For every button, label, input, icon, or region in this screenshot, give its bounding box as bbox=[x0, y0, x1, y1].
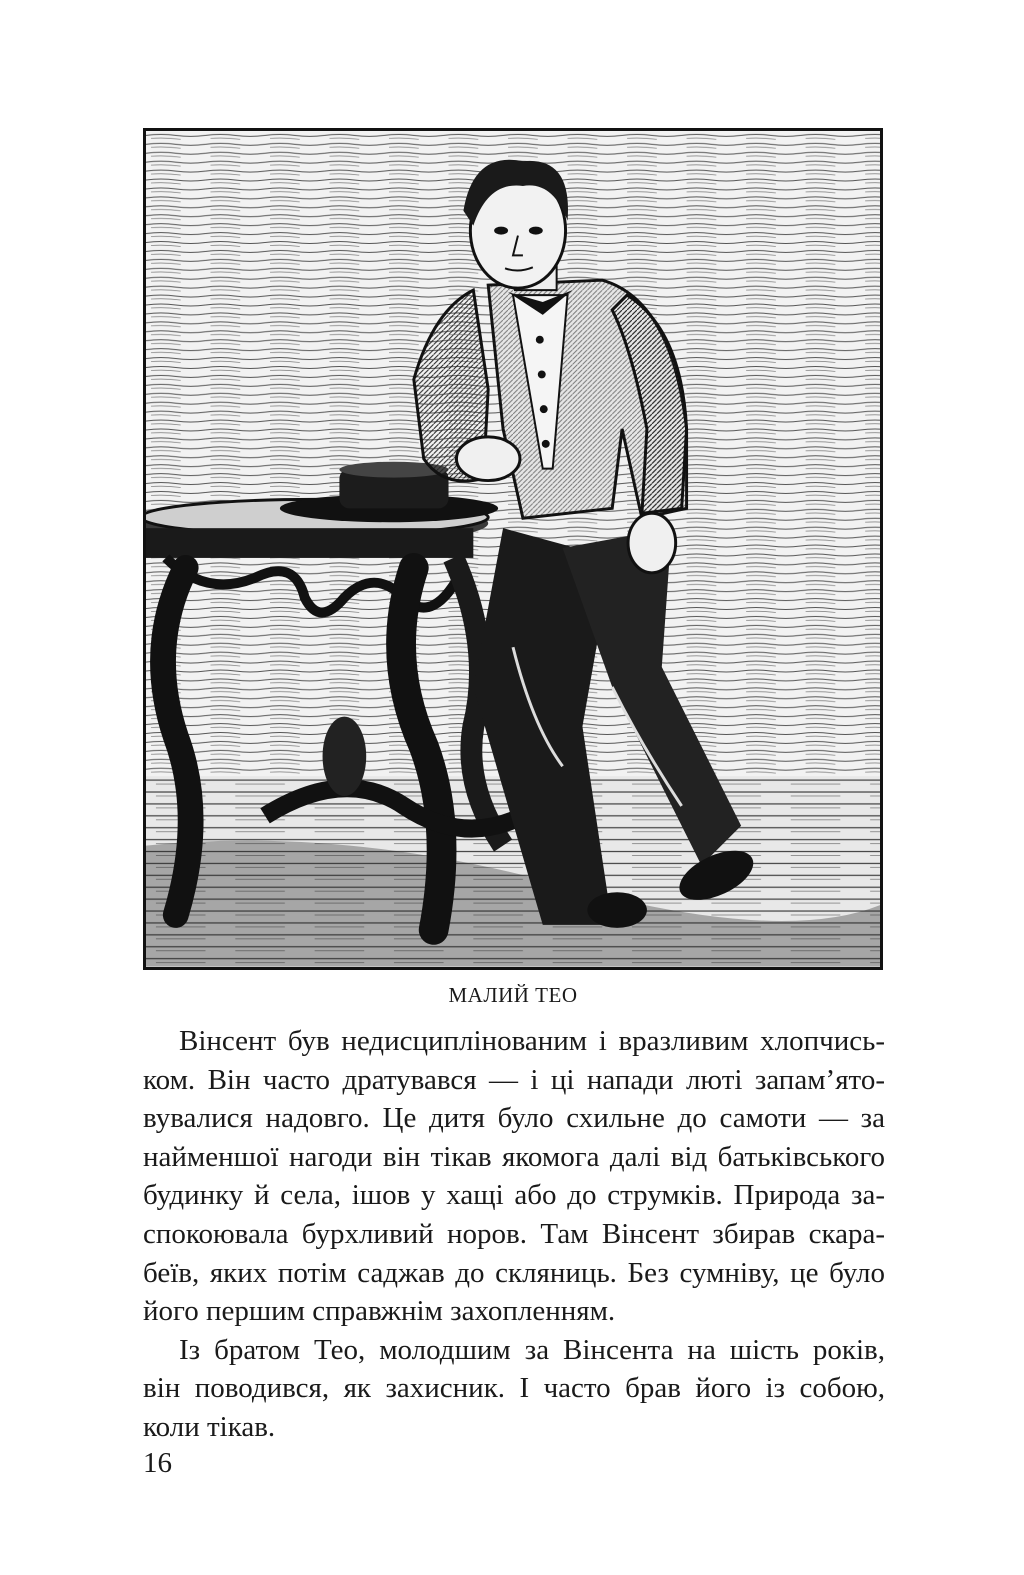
page-number: 16 bbox=[143, 1447, 172, 1479]
text-line: його першим справжнім захопленням. bbox=[143, 1295, 616, 1328]
text-line: найменшої нагоди він тікав якомога далі від батьківського bbox=[143, 1140, 885, 1173]
text-line: Вінсент був недисциплінованим і вразливим хлопчись- bbox=[179, 1025, 885, 1057]
illustration-little-theo bbox=[143, 128, 883, 970]
text-line: будинку й села, ішов у хащі або до струмків. Природа за- bbox=[143, 1179, 885, 1212]
text-line: спокоювала бурхливий норов. Там Вінсент збирав скара- bbox=[143, 1217, 885, 1250]
paragraph-1 bbox=[143, 1022, 885, 1331]
text-line: він поводився, як захисник. І часто брав його із собою, bbox=[143, 1372, 885, 1405]
paragraph-2 bbox=[143, 1331, 885, 1447]
body-text bbox=[143, 1022, 885, 1447]
text-line: коли тікав. bbox=[143, 1410, 276, 1443]
figure-caption: МАЛИЙ ТЕО bbox=[448, 983, 578, 1007]
text-line: вувалися надовго. Це дитя було схильне до самоти — за bbox=[143, 1102, 885, 1135]
illustration-drawing bbox=[146, 131, 880, 967]
text-line: Із братом Тео, молодшим за Вінсента на шість років, bbox=[179, 1333, 885, 1366]
text-line: ком. Він часто дратувався — і ці напади люті запам’ято- bbox=[143, 1063, 885, 1096]
text-line: беїв, яких потім саджав до скляниць. Без сумніву, це було bbox=[143, 1256, 885, 1289]
